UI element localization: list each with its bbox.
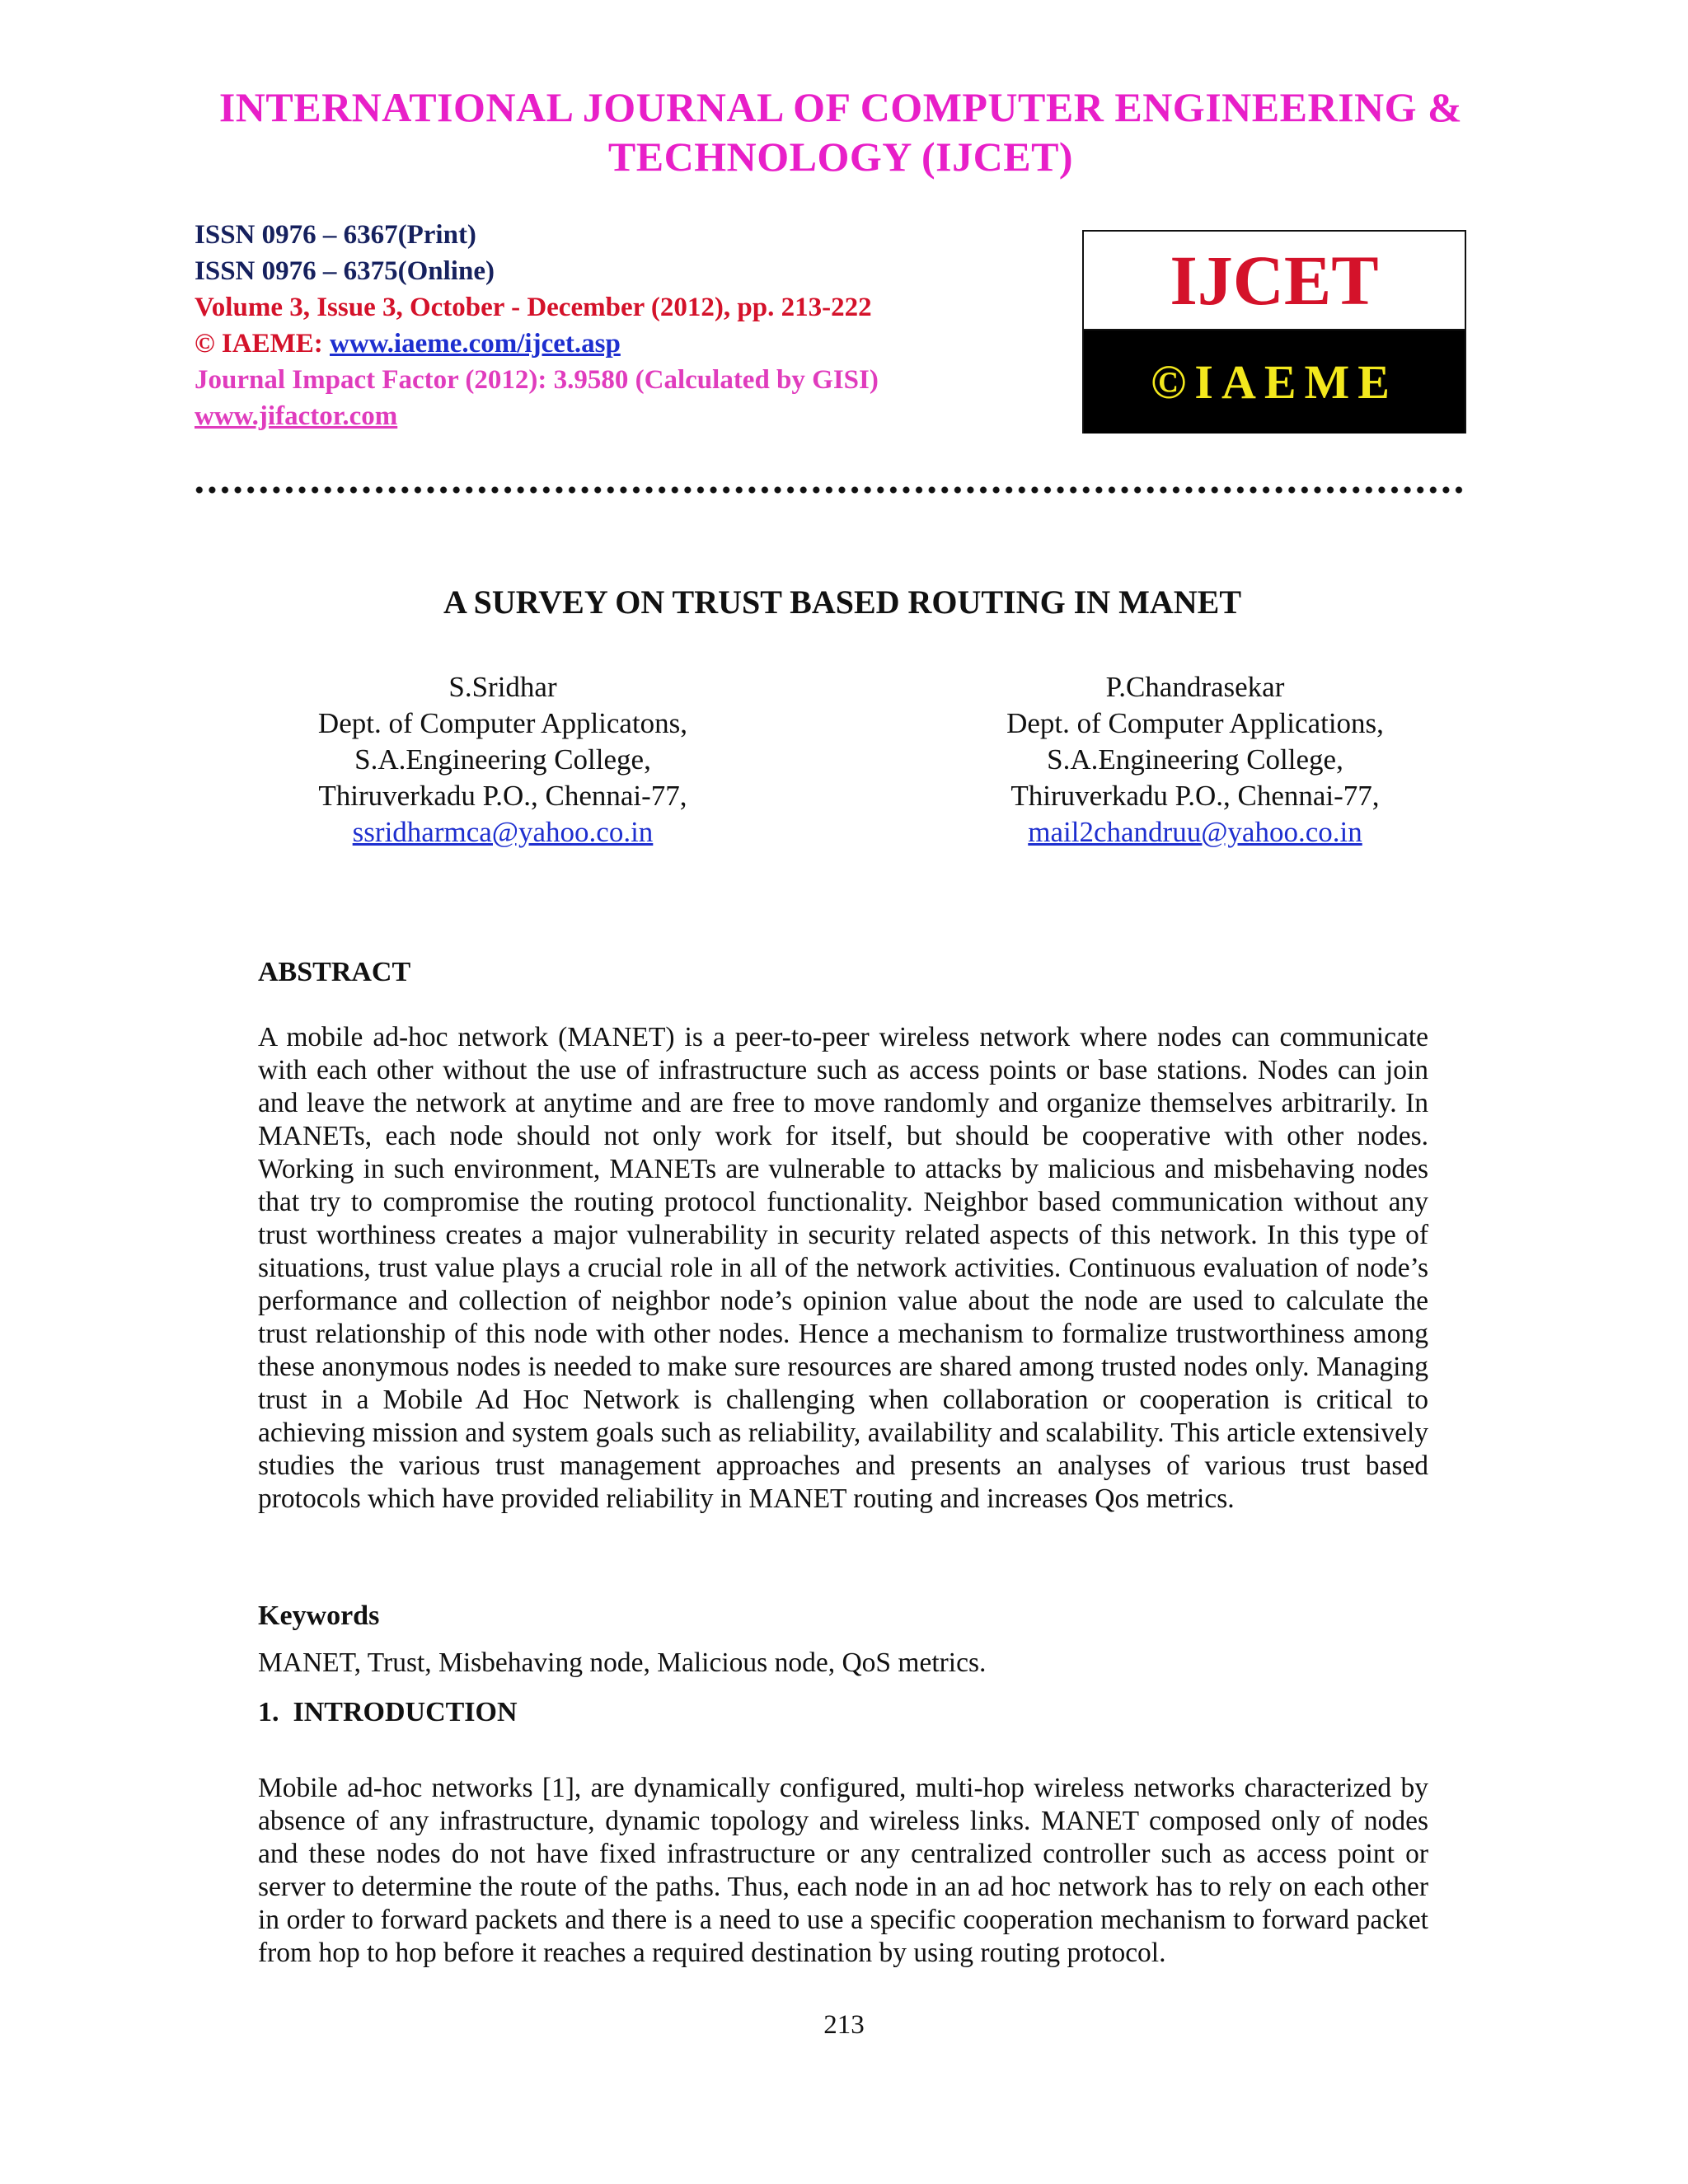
issn-online: ISSN 0976 – 6375(Online) [195, 256, 495, 286]
author-dept: Dept. of Computer Applications, [1006, 707, 1384, 739]
journal-title-line-1: INTERNATIONAL JOURNAL OF COMPUTER ENGINEERING & [218, 84, 1463, 130]
logo-ijcet-text: IJCET [1084, 232, 1465, 330]
author-address: Thiruverkadu P.O., Chennai-77, [318, 780, 687, 812]
jifactor-link[interactable]: www.jifactor.com [195, 401, 398, 431]
ijcet-logo [1082, 230, 1466, 434]
journal-meta [195, 217, 879, 434]
journal-website-link[interactable]: www.iaeme.com/ijcet.asp [330, 329, 621, 359]
author-name: P.Chandrasekar [1105, 671, 1285, 703]
journal-title [165, 82, 1517, 181]
author-college: S.A.Engineering College, [354, 743, 651, 776]
keywords-text: MANET, Trust, Misbehaving node, Malicious node, QoS metrics. [258, 1647, 987, 1678]
copyright-line [195, 326, 879, 362]
copyright-prefix: © IAEME: [195, 329, 330, 359]
logo-iaeme-text: ©IAEME [1084, 330, 1465, 434]
author-address: Thiruverkadu P.O., Chennai-77, [1010, 780, 1380, 812]
introduction-heading: 1. INTRODUCTION [258, 1697, 518, 1727]
introduction-text: Mobile ad-hoc networks [1], are dynamically configured, multi-hop wireless networks characterized by absence of any infrastructure, dynamic topology and wireless links. MANET composed only of nodes and these nodes do not have fixed infrastructure or any centralized controller such as access point or server to determine the route of the paths. Thus, each node in an ad hoc network has to rely on each other in order to forward packets and there is a need to use a specific cooperation mechanism to forward packet from hop to hop before it reaches a required destination by using routing protocol. [258, 1773, 1428, 1968]
keywords-heading: Keywords [258, 1601, 380, 1631]
volume-info: Volume 3, Issue 3, October - December (2012), pp. 213-222 [195, 293, 872, 322]
dotted-divider [193, 486, 1465, 494]
author-email-link[interactable]: mail2chandruu@yahoo.co.in [1028, 816, 1362, 848]
author-dept: Dept. of Computer Applicatons, [317, 707, 688, 739]
author-block-2 [931, 669, 1459, 851]
abstract-text: A mobile ad-hoc network (MANET) is a peer-to-peer wireless network where nodes can communicate with each other without the use of infrastructure such as access points or base stations. Nodes can join and leave the network at anytime and are free to move randomly and organize themselves arbitrarily. In MANETs, each node should not only work for itself, but should be cooperative with other nodes. Working in such environment, MANETs are vulnerable to attacks by malicious and misbehaving nodes that try to compromise the routing protocol functionality. Neighbor based communication without any trust worthiness creates a major vulnerability in security related aspects of this network. In this type of situations, trust value plays a crucial role in all of the network activities. Continuous evaluation of node’s performance and collection of neighbor node’s opinion value about the node are used to calculate the trust relationship of this node with other nodes. Hence a mechanism to formalize trustworthiness among these anonymous nodes is needed to make sure resources are shared among trusted nodes only. Managing trust in a Mobile Ad Hoc Network is challenging when collaboration or cooperation is critical to achieving mission and system goals such as reliability, availability and scalability. This article extensively studies the various trust management approaches and presents an analyses of various trust based protocols which have provided reliability in MANET routing and increases Qos metrics. [258, 1022, 1428, 1514]
journal-title-line-2: TECHNOLOGY (IJCET) [607, 134, 1074, 180]
abstract-heading: ABSTRACT [258, 957, 411, 987]
author-block-1 [256, 669, 750, 851]
author-email-link[interactable]: ssridharmca@yahoo.co.in [352, 816, 654, 848]
author-college: S.A.Engineering College, [1047, 743, 1343, 776]
author-name: S.Sridhar [448, 671, 557, 703]
page-number: 213 [823, 2010, 865, 2040]
issn-print: ISSN 0976 – 6367(Print) [195, 220, 476, 250]
paper-title: A SURVEY ON TRUST BASED ROUTING IN MANET [443, 583, 1242, 621]
impact-factor: Journal Impact Factor (2012): 3.9580 (Calculated by GISI) [195, 365, 879, 395]
